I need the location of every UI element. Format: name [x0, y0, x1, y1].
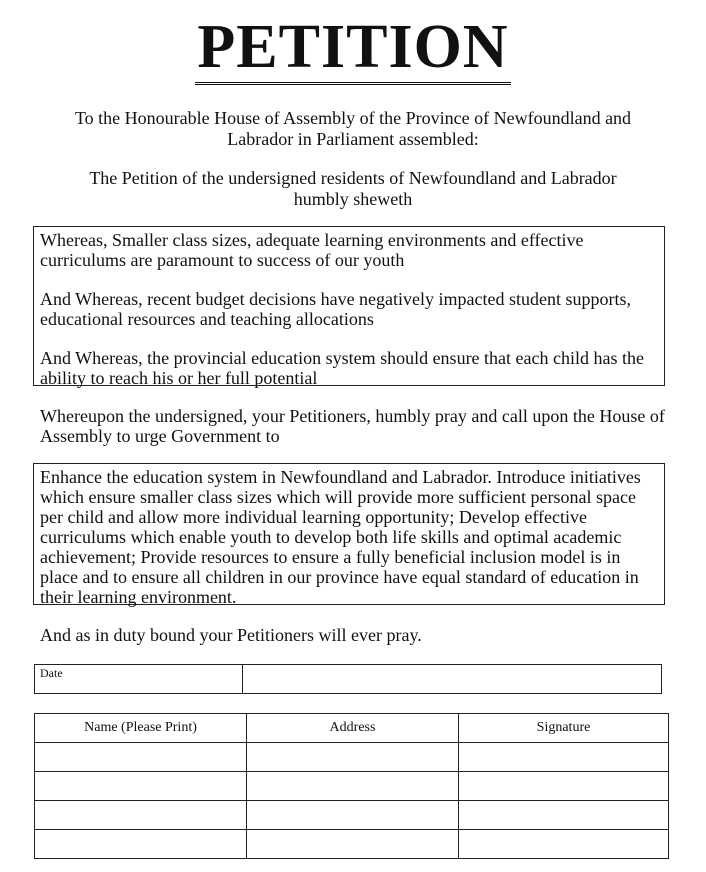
date-field [34, 664, 662, 694]
date-input-area[interactable] [243, 665, 661, 693]
page-title: PETITION [195, 14, 510, 85]
request-text: Enhance the education system in Newfoundland and Labrador. Introduce initiatives which ensure smaller class sizes which will provide more sufficient personal space per child and allow more individual learning opportunity; Develop effective curriculums which enable youth to develop both life skills and optimal academic achievement; Provide resources to ensure a fully beneficial inclusion model is in place and to ensure all children in our province have equal standard of education in their learning environment. [40, 467, 641, 607]
closing-line: And as in duty bound your Petitioners will ever pray. [40, 625, 422, 645]
address-cell[interactable] [247, 801, 459, 830]
name-cell[interactable] [35, 801, 247, 830]
column-header-name: Name (Please Print) [35, 714, 247, 743]
date-label: Date [35, 665, 243, 693]
signature-cell[interactable] [459, 830, 669, 859]
name-cell[interactable] [35, 743, 247, 772]
petition-intro [40, 168, 666, 210]
address-cell[interactable] [247, 772, 459, 801]
table-row [35, 830, 669, 859]
signature-cell[interactable] [459, 772, 669, 801]
name-cell[interactable] [35, 830, 247, 859]
whereas-clause: And Whereas, the provincial education system should ensure that each child has the ability to reach his or her full potential [40, 348, 644, 388]
column-header-signature: Signature [459, 714, 669, 743]
address-block [40, 108, 666, 150]
signature-cell[interactable] [459, 801, 669, 830]
signature-table [34, 713, 669, 859]
prayer-paragraph: Whereupon the undersigned, your Petitioners, humbly pray and call upon the House of Assembly to urge Government to [40, 406, 665, 446]
table-row [35, 772, 669, 801]
petition-intro-line: The Petition of the undersigned residents of Newfoundland and Labrador [89, 168, 617, 188]
signature-cell[interactable] [459, 743, 669, 772]
table-row [35, 801, 669, 830]
whereas-clause: Whereas, Smaller class sizes, adequate learning environments and effective curriculums are paramount to success of our youth [40, 230, 584, 270]
name-cell[interactable] [35, 772, 247, 801]
address-cell[interactable] [247, 743, 459, 772]
petition-intro-line: humbly sheweth [293, 189, 413, 209]
address-line: To the Honourable House of Assembly of the Province of Newfoundland and [74, 108, 632, 128]
title-wrapper [0, 14, 706, 85]
address-line: Labrador in Parliament assembled: [227, 129, 479, 149]
whereas-box [33, 226, 665, 386]
request-box [33, 463, 665, 605]
table-row [35, 743, 669, 772]
column-header-address: Address [247, 714, 459, 743]
whereas-clause: And Whereas, recent budget decisions have negatively impacted student supports, educational resources and teaching allocations [40, 289, 631, 329]
signature-table-header [35, 714, 669, 743]
address-cell[interactable] [247, 830, 459, 859]
